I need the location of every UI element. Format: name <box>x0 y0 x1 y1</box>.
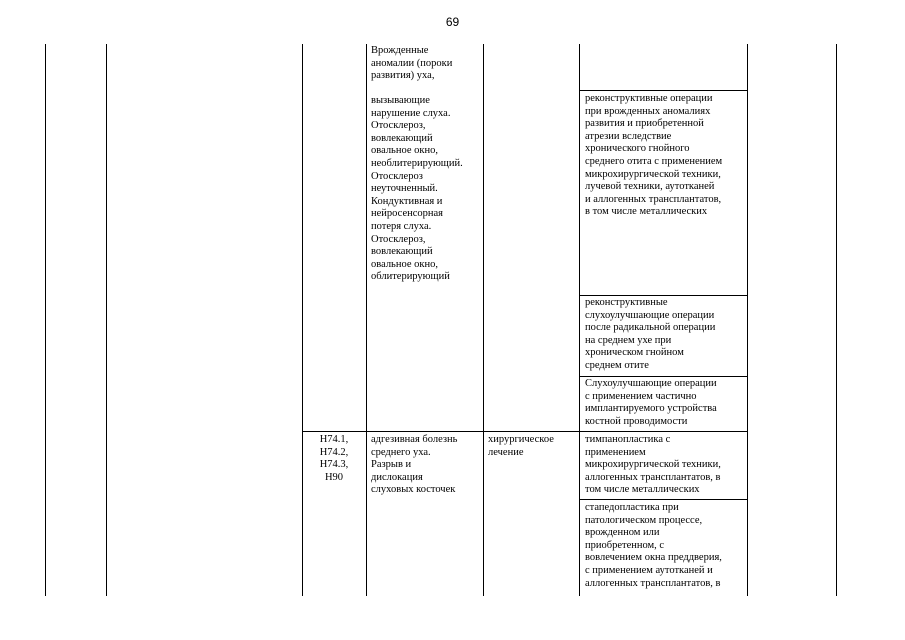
method-cell: тимпанопластика с применением микрохирургической техники, аллогенных трансплантатов, в том числе металлических <box>585 434 721 496</box>
column-border <box>106 44 107 596</box>
column-border <box>483 44 484 596</box>
diagnosis-cell: Врожденные аномалии (пороки развития) уха, <box>371 45 453 82</box>
row-border <box>302 431 747 432</box>
column-border <box>45 44 46 596</box>
row-border <box>579 499 747 500</box>
method-cell: реконструктивные слухоулучшающие операции после радикальной операции на среднем ухе при хроническом гнойном среднем отите <box>585 297 716 371</box>
diagnosis-cell: адгезивная болезнь среднего уха. Разрыв и дислокация слуховых косточек <box>371 434 458 496</box>
codes-cell: H74.1, H74.2, H74.3, H90 <box>319 434 349 483</box>
method-cell: стапедопластика при патологическом процессе, врожденном или приобретенном, с вовлечением окна преддверия, с применением аутотканей и аллогенных трансплантатов, в <box>585 502 722 589</box>
row-border <box>579 90 747 91</box>
column-border <box>579 44 580 596</box>
column-border <box>836 44 837 596</box>
diagnosis-cell: вызывающие нарушение слуха. Отосклероз, вовлекающий овальное окно, необлитерирующий. Отосклероз неуточненный. Кондуктивная и нейросенсорная потеря слуха. Отосклероз, вовлекающий овальное окно, облитерирующий <box>371 95 463 283</box>
treatment-cell: хирургическое лечение <box>488 434 554 458</box>
column-border <box>302 44 303 596</box>
method-cell: реконструктивные операции при врожденных аномалиях развития и приобретенной атрезии вследствие хронического гнойного среднего отита с применением микрохирургической техники, лучевой техники, аутотканей и аллогенных трансплантатов, в том числе металлических <box>585 93 723 218</box>
page-number: 69 <box>445 15 460 29</box>
column-border <box>747 44 748 596</box>
method-cell: Слухоулучшающие операции с применением частично имплантируемого устройства костной проводимости <box>585 378 717 427</box>
row-border <box>579 295 747 296</box>
column-border <box>366 44 367 596</box>
row-border <box>579 376 747 377</box>
